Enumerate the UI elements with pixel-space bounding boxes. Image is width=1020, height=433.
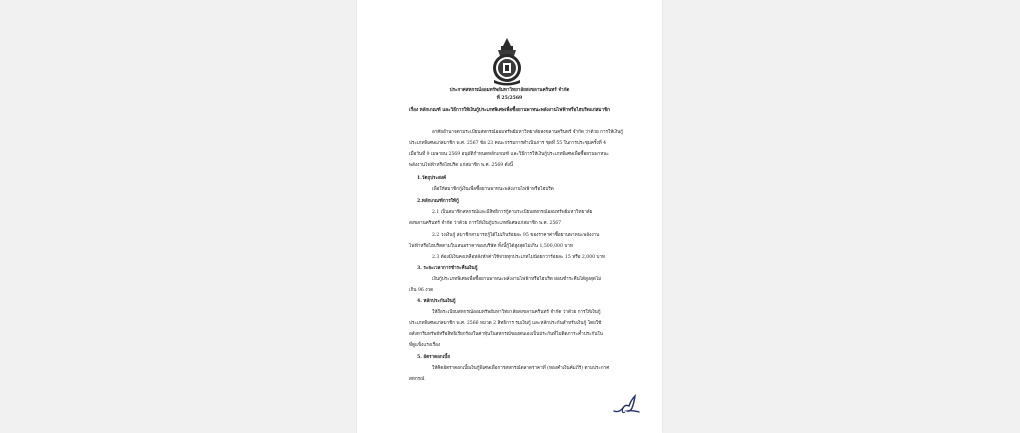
- announcement-subject: เรื่อง หลักเกณฑ์ และวิธีการให้เงินกู้ประเภทพิเศษเพื่อซื้อยานพาหนะพลังงานไฟฟ้าหรือไฮบริดแก่สมาชิก: [409, 108, 610, 113]
- section-5-line: ให้คิดอัตราดอกเบี้ยเงินกู้พิเศษเพื่อการสหกรณ์ตลาดราคาที่ (ทองคำเงินคัมภีร์) ตามประกาศ: [432, 366, 610, 371]
- section-2-2-line: 2.2 วงเงินกู้ สมาชิกสามารถกู้ได้ไม่เกินร้อยละ 95 ของราคาค่าซื้อยานพาหนะพลังงาน: [432, 233, 600, 238]
- section-4-line: ประเภทพิเศษแก่สมาชิก พ.ศ. 2566 หมวด 2 สิทธิการ รมเงินกู้ และหลักประกันสำหรับเงินกู้ โดยใช้: [409, 321, 602, 326]
- signature-mark: [611, 392, 643, 416]
- section-1-heading: 1.วัตถุประสงค์: [417, 176, 447, 181]
- section-3-line: เงินกู้ประเภทพิเศษเพื่อซื้อยานพาหนะพลังงานไฟฟ้าหรือไฮบริด ผ่อนชำระคืนได้สูงสุดไม่: [432, 277, 602, 282]
- announcement-number: ที่ 25/2569: [496, 96, 523, 101]
- intro-line: ประเภทพิเศษแก่สมาชิก พ.ศ. 2567 ข้อ 23 คณะกรรมการดำเนินการ ชุดที่ 55 ในการประชุมครั้งที่ 4: [409, 141, 607, 146]
- section-4-heading: 4. หลักประกันเงินกู้: [417, 299, 456, 304]
- section-2-2-line: ไฟฟ้าหรือไฮบริดตามใบเสนอราคาของบริษัท ทั้งนี้กู้ได้สูงสุดไม่เกิน 1,500,000 บาท: [409, 244, 573, 249]
- intro-line: เมื่อวันที่ 9 เมษายน 2569 อนุมัติกำหนดหลักเกณฑ์ และวิธีการให้เงินกู้ประเภทพิเศษเพื่อซื้อยานพาหนะ: [409, 152, 609, 157]
- section-3-heading: 3. ระยะเวลาการชำระคืนเงินกู้: [417, 266, 478, 271]
- document-page: [357, 0, 662, 433]
- section-4-line: ที่ดูแข็งแรงเรื่อง: [409, 343, 441, 348]
- university-seal-logo: [490, 36, 524, 86]
- section-4-line: อสังหาริมทรัพย์หรือสิทธิเรียกร้องในค่าหุ้นในสหกรณ์ของตนเองเป็นประกันที่ไม่ติดภาระค้ำประกันใน: [409, 332, 603, 337]
- section-2-1-line: 2.1 เป็นสมาชิกสหกรณ์และมีสิทธิการกู้ตามระเบียบสหกรณ์ออมทรัพย์มหาวิทยาลัย: [432, 210, 593, 215]
- section-1-body: เพื่อให้สมาชิกกู้เงินเพื่อซื้อยานพาหนะพลังงานไฟฟ้าหรือไฮบริด: [432, 187, 554, 192]
- section-4-line: ให้ถือระเบียบสหกรณ์ออมทรัพย์มหาวิทยาลัยสงขลานครินทร์ จำกัด ว่าด้วย การให้เงินกู้: [432, 310, 601, 315]
- section-2-3-line: 2.3 ต้องมีเงินคงเหลือหลังหักค่าใช้จ่ายทุกประเภทไม่น้อยกว่าร้อยละ 15 หรือ 2,000 บาท: [432, 255, 606, 260]
- section-5-heading: 5. อัตราดอกเบี้ย: [417, 355, 450, 360]
- org-heading: ประกาศสหกรณ์ออมทรัพย์มหาวิทยาลัยสงขลานครินทร์ จำกัด: [449, 88, 570, 93]
- section-2-1-line: สงขลานครินทร์ จำกัด ว่าด้วย การให้เงินกู้ประเภทพิเศษแก่สมาชิก พ.ศ. 2567: [409, 221, 562, 226]
- intro-line: พลังงานไฟฟ้าหรือไฮบริด แก่สมาชิก พ.ศ. 2569 ดังนี้: [409, 163, 513, 168]
- section-2-heading: 2.หลักเกณฑ์การให้กู้: [417, 199, 459, 204]
- section-5-line: สหกรณ์: [409, 377, 425, 382]
- section-3-line: เกิน 96 งวด: [409, 288, 434, 293]
- intro-line: อาศัยอำนาจตามระเบียบสหกรณ์ออมทรัพย์มหาวิทยาลัยสงขลานครินทร์ จำกัด ว่าด้วย การให้เงินกู้: [432, 130, 624, 135]
